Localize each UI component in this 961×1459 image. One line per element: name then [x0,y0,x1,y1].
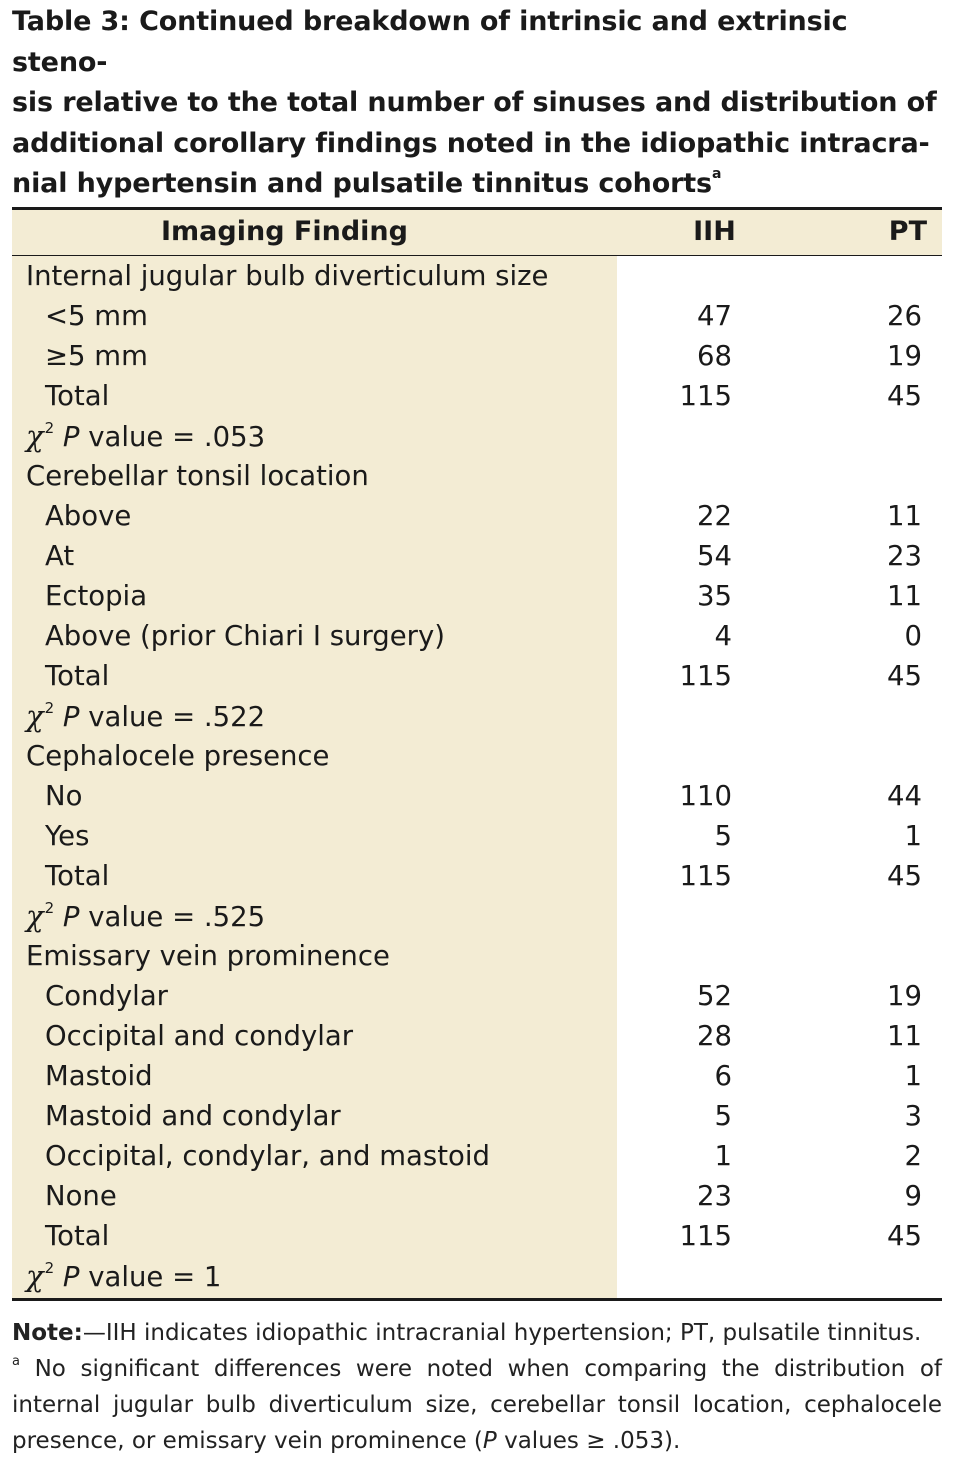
table-row [12,1136,942,1176]
cell-iih: 6 [714,1059,732,1092]
row-label: Total [45,1219,110,1252]
p-value-text: value = .525 [88,900,266,933]
row-label: ≥5 mm [45,339,148,372]
note-label: Note: [12,1319,83,1346]
table-row [12,1216,942,1256]
p-symbol: P [62,1260,80,1293]
caption-line-2: sis relative to the total number of sinuses and distribution of [12,87,937,118]
cell-iih: 5 [714,1099,732,1132]
cell-pt: 11 [887,499,922,532]
chi-square-row [12,1256,942,1296]
table-section-row [12,256,942,296]
header-iih: IIH [693,215,736,247]
caption-line-4: nial hypertensin and pulsatile tinnitus cohorts [12,168,712,199]
cell-pt: 44 [887,779,922,812]
cell-pt: 0 [904,619,922,652]
table-figure [12,0,942,1459]
row-label: Ectopia [45,579,148,612]
table-header [12,210,942,256]
cell-iih: 35 [697,579,732,612]
cell-pt: 45 [887,379,922,412]
table-row [12,496,942,536]
header-pt: PT [888,215,927,247]
cell-pt: 19 [887,979,922,1012]
p-value-text: value = 1 [88,1260,222,1293]
chi-symbol: χ [26,418,44,453]
cell-pt: 3 [904,1099,922,1132]
cell-iih: 5 [714,819,732,852]
cell-iih: 115 [679,1219,732,1252]
note-line [12,1315,942,1351]
row-label: Total [45,379,110,412]
cell-iih: 110 [679,779,732,812]
cell-pt: 9 [904,1179,922,1212]
chi-power: 2 [44,898,55,917]
row-label: <5 mm [45,299,148,332]
cell-iih: 22 [697,499,732,532]
table-row [12,776,942,816]
table-row [12,376,942,416]
row-label: At [45,539,75,572]
cell-pt: 11 [887,579,922,612]
chi-square-row [12,416,942,456]
footnote-mark: a [12,1353,20,1369]
table-row [12,816,942,856]
row-label: Occipital, condylar, and mastoid [45,1139,490,1172]
footnote-text-b: values ≥ .053). [496,1427,681,1454]
caption-line-3: additional corollary findings noted in the idiopathic intracra- [12,127,930,159]
row-label: Occipital and condylar [45,1019,354,1052]
row-label: Emissary vein prominence [26,939,390,972]
row-label: Cephalocele presence [26,739,330,772]
table-row [12,656,942,696]
cell-iih: 1 [714,1139,732,1172]
table-row [12,336,942,376]
cell-pt: 2 [904,1139,922,1172]
table-row [12,296,942,336]
p-symbol: P [62,700,80,733]
cell-iih: 23 [697,1179,732,1212]
cell-pt: 45 [887,659,922,692]
table-section-row [12,456,942,496]
cell-iih: 115 [679,859,732,892]
p-symbol: P [62,900,80,933]
caption-footnote-mark: a [711,166,722,182]
cell-pt: 23 [887,539,922,572]
cell-pt: 1 [904,819,922,852]
row-label: None [45,1179,117,1212]
table-row [12,576,942,616]
chi-power: 2 [44,698,55,717]
table-section-row [12,736,942,776]
table-row [12,616,942,656]
cell-iih: 4 [714,619,732,652]
p-symbol: P [62,420,80,453]
table-row [12,1176,942,1216]
table-row [12,1096,942,1136]
row-label: Condylar [45,979,168,1012]
cell-iih: 47 [697,299,732,332]
footnote-p: P [482,1427,497,1454]
cell-pt: 11 [887,1019,922,1052]
row-label: Above (prior Chiari I surgery) [45,619,445,652]
row-label [26,1256,221,1297]
cell-pt: 19 [887,339,922,372]
row-label: Above [45,499,132,532]
row-label: Mastoid and condylar [45,1099,341,1132]
table-row [12,536,942,576]
data-table [12,207,942,1301]
row-label [26,896,265,937]
chi-symbol: χ [26,698,44,733]
row-label [26,696,265,737]
footnote-text-a: No significant differences were noted when comparing the distribution of internal jugular bulb diverticulum size, cerebellar tonsil location, cephalocele presence, or emissary vein prominence ( [12,1355,943,1454]
chi-square-row [12,896,942,936]
table-caption [12,0,942,205]
chi-symbol: χ [26,898,44,933]
cell-iih: 28 [697,1019,732,1052]
cell-iih: 52 [697,979,732,1012]
row-label: Cerebellar tonsil location [26,459,369,492]
row-label: No [45,779,83,812]
note-text: —IIH indicates idiopathic intracranial hypertension; PT, pulsatile tinnitus. [82,1319,922,1346]
table-row [12,1016,942,1056]
cell-pt: 45 [887,1219,922,1252]
chi-power: 2 [44,1258,55,1277]
caption-line-1: Table 3: Continued breakdown of intrinsic and extrinsic steno- [12,6,848,78]
chi-symbol: χ [26,1258,44,1293]
table-section-row [12,936,942,976]
row-label: Total [45,859,110,892]
row-label: Yes [45,819,90,852]
cell-iih: 54 [697,539,732,572]
table-row [12,1056,942,1096]
chi-power: 2 [44,418,55,437]
cell-pt: 26 [887,299,922,332]
p-value-text: value = .522 [88,700,266,733]
header-imaging-finding: Imaging Finding [161,215,408,247]
footnote-a [12,1351,942,1459]
row-label: Mastoid [45,1059,153,1092]
row-label [26,416,265,457]
chi-square-row [12,696,942,736]
cell-pt: 1 [904,1059,922,1092]
table-row [12,976,942,1016]
cell-iih: 68 [697,339,732,372]
cell-iih: 115 [679,659,732,692]
table-notes [12,1315,942,1459]
cell-pt: 45 [887,859,922,892]
cell-iih: 115 [679,379,732,412]
table-row [12,856,942,896]
row-label: Internal jugular bulb diverticulum size [26,259,549,292]
row-label: Total [45,659,110,692]
table-body [12,256,942,1298]
p-value-text: value = .053 [88,420,266,453]
